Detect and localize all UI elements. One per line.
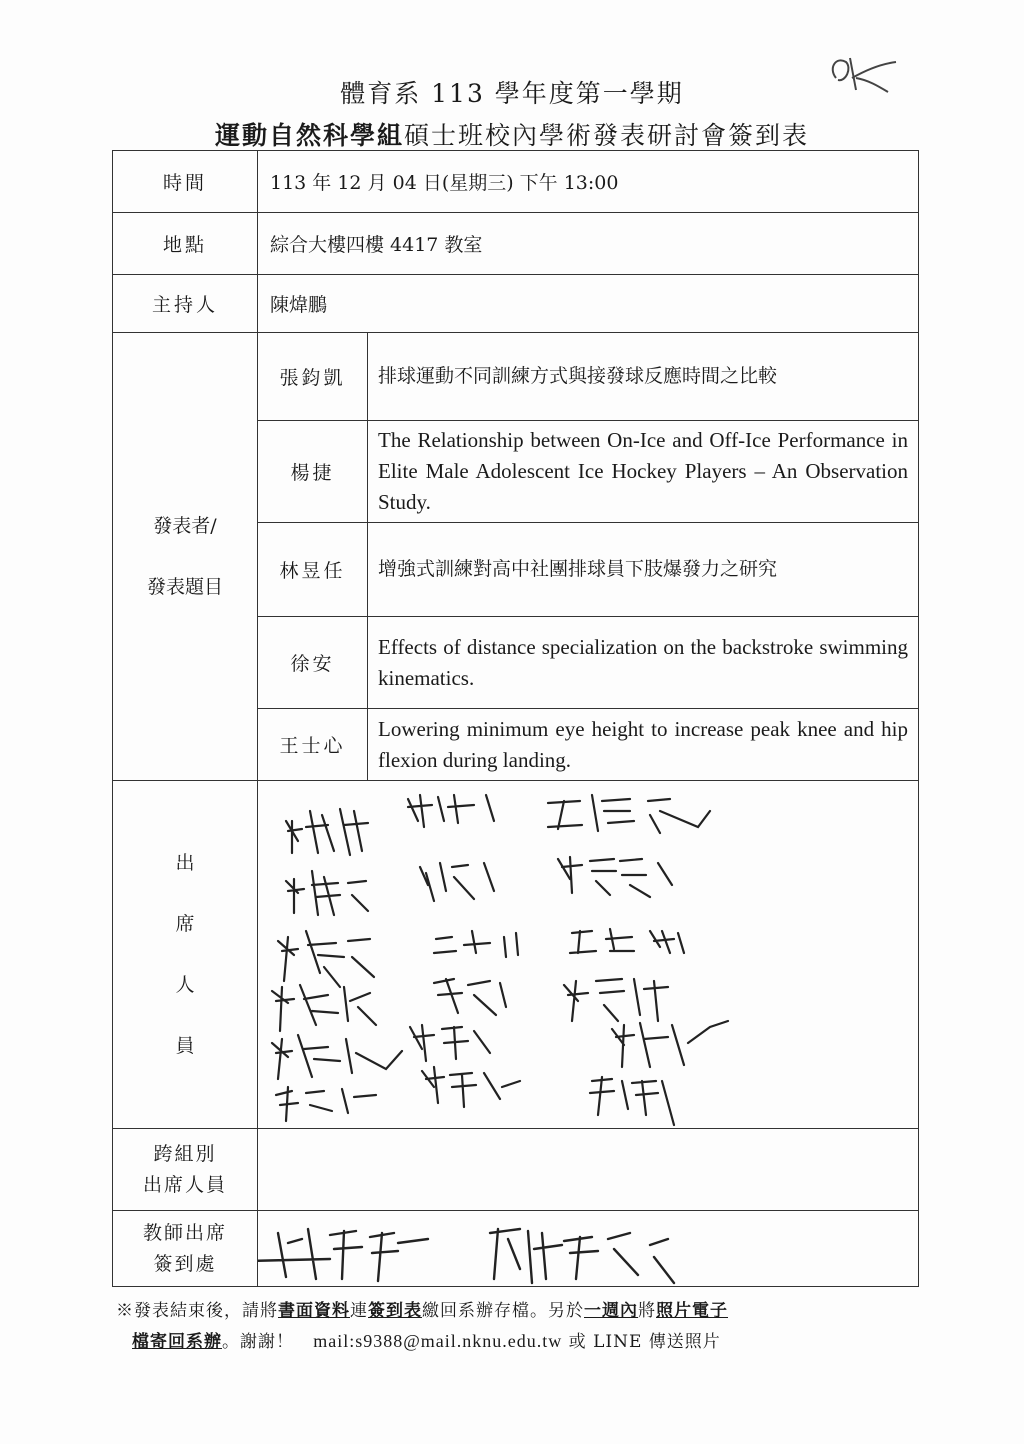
signature-stroke bbox=[590, 1077, 674, 1125]
subtitle-rest: 碩士班校內學術發表研討會簽到表 bbox=[404, 121, 810, 150]
signature-stroke bbox=[408, 795, 494, 827]
place-row bbox=[113, 213, 919, 275]
teacher-label bbox=[113, 1211, 258, 1287]
signature-stroke bbox=[570, 929, 684, 953]
signature-stroke bbox=[286, 871, 368, 915]
attendee-signatures bbox=[258, 781, 918, 1129]
host-label: 主持人 bbox=[113, 275, 258, 333]
presenter-title: Effects of distance specialization on the backstroke swimming kinematics. bbox=[368, 617, 919, 709]
attendees-label-char: 出 bbox=[175, 851, 195, 874]
presenter-title: 排球運動不同訓練方式與接發球反應時間之比較 bbox=[368, 333, 919, 421]
footer-email: mail:s9388@mail.nknu.edu.tw bbox=[313, 1331, 563, 1351]
signature-stroke bbox=[548, 795, 710, 833]
presenter-name: 王士心 bbox=[258, 709, 368, 781]
sign-in-table bbox=[112, 150, 919, 1287]
host-row bbox=[113, 275, 919, 333]
signature-stroke bbox=[272, 985, 376, 1031]
cross-group-label-line: 出席人員 bbox=[142, 1173, 227, 1196]
presenters-label-line: 發表者/ bbox=[153, 514, 217, 537]
signature-stroke bbox=[490, 1229, 674, 1283]
teacher-label-line: 教師出席 bbox=[142, 1221, 227, 1244]
place-value: 綜合大樓四樓 4417 教室 bbox=[258, 213, 919, 275]
footer-emphasis: 照片電子 bbox=[656, 1301, 728, 1321]
signature-stroke bbox=[420, 863, 494, 901]
attendees-label bbox=[113, 781, 258, 1129]
signature-stroke bbox=[422, 1067, 520, 1107]
signature-stroke bbox=[434, 931, 518, 957]
footer-text: 繳回系辦存檔。另於 bbox=[422, 1301, 584, 1321]
signature-stroke bbox=[410, 1025, 490, 1061]
signature-stroke bbox=[564, 979, 668, 1021]
subtitle-group-name: 運動自然科學組 bbox=[214, 121, 404, 150]
signature-stroke bbox=[278, 931, 374, 987]
cross-group-label-line: 跨組別 bbox=[153, 1142, 217, 1165]
signature-stroke bbox=[558, 857, 672, 897]
attendee-signature-area bbox=[258, 781, 919, 1129]
signature-stroke bbox=[272, 1035, 402, 1079]
attendees-label-char: 員 bbox=[175, 1034, 195, 1057]
teacher-signature-area bbox=[258, 1211, 919, 1287]
presenter-row bbox=[113, 333, 919, 421]
signature-stroke bbox=[612, 1021, 728, 1067]
signature-stroke bbox=[434, 979, 506, 1015]
signature-stroke bbox=[276, 1087, 376, 1121]
presenter-title: 增強式訓練對高中社團排球員下肢爆發力之研究 bbox=[368, 523, 919, 617]
teacher-signatures bbox=[258, 1199, 918, 1295]
teacher-row bbox=[113, 1211, 919, 1287]
presenters-label-line: 發表題目 bbox=[146, 575, 223, 598]
presenters-label bbox=[113, 333, 258, 781]
footer-emphasis: 檔寄回系辦 bbox=[132, 1332, 222, 1352]
footer-text: 。謝謝！ bbox=[222, 1332, 294, 1352]
time-label: 時間 bbox=[113, 151, 258, 213]
signature-stroke bbox=[258, 1229, 428, 1281]
place-label: 地點 bbox=[113, 213, 258, 275]
footer-emphasis: 書面資料 bbox=[278, 1301, 350, 1321]
signature-stroke bbox=[286, 809, 368, 855]
attendees-row bbox=[113, 781, 919, 1129]
presenter-name: 林昱任 bbox=[258, 523, 368, 617]
attendees-label-char: 席 bbox=[175, 912, 195, 935]
presenter-name: 張鈞凱 bbox=[258, 333, 368, 421]
time-value: 113 年 12 月 04 日(星期三) 下午 13:00 bbox=[258, 151, 919, 213]
presenter-title: The Relationship between On-Ice and Off-Ice Performance in Elite Male Adolescent Ice Hockey Players – An Observation Study. bbox=[368, 421, 919, 523]
footer-text: 將 bbox=[638, 1301, 656, 1321]
time-row bbox=[113, 151, 919, 213]
form-title: 體育系 113 學年度第一學期 bbox=[340, 79, 684, 108]
host-value: 陳煒鵬 bbox=[258, 275, 919, 333]
presenter-name: 徐安 bbox=[258, 617, 368, 709]
presenter-title: Lowering minimum eye height to increase peak knee and hip flexion during landing. bbox=[368, 709, 919, 781]
form-subtitle bbox=[0, 116, 1024, 152]
footer-text: 連 bbox=[350, 1301, 368, 1321]
presenter-name: 楊捷 bbox=[258, 421, 368, 523]
attendees-label-char: 人 bbox=[175, 973, 195, 996]
footer-note-line2 bbox=[132, 1327, 721, 1352]
handwritten-ok-mark bbox=[822, 48, 902, 108]
footer-note-line1 bbox=[116, 1296, 728, 1321]
cross-group-label bbox=[113, 1129, 258, 1211]
teacher-label-line: 簽到處 bbox=[153, 1252, 217, 1275]
footer-emphasis: 一週內 bbox=[584, 1301, 638, 1321]
footer-text: ※發表結束後，請將 bbox=[116, 1301, 278, 1321]
footer-emphasis: 簽到表 bbox=[368, 1301, 422, 1321]
footer-text: 或 LINE 傳送照片 bbox=[562, 1332, 721, 1352]
